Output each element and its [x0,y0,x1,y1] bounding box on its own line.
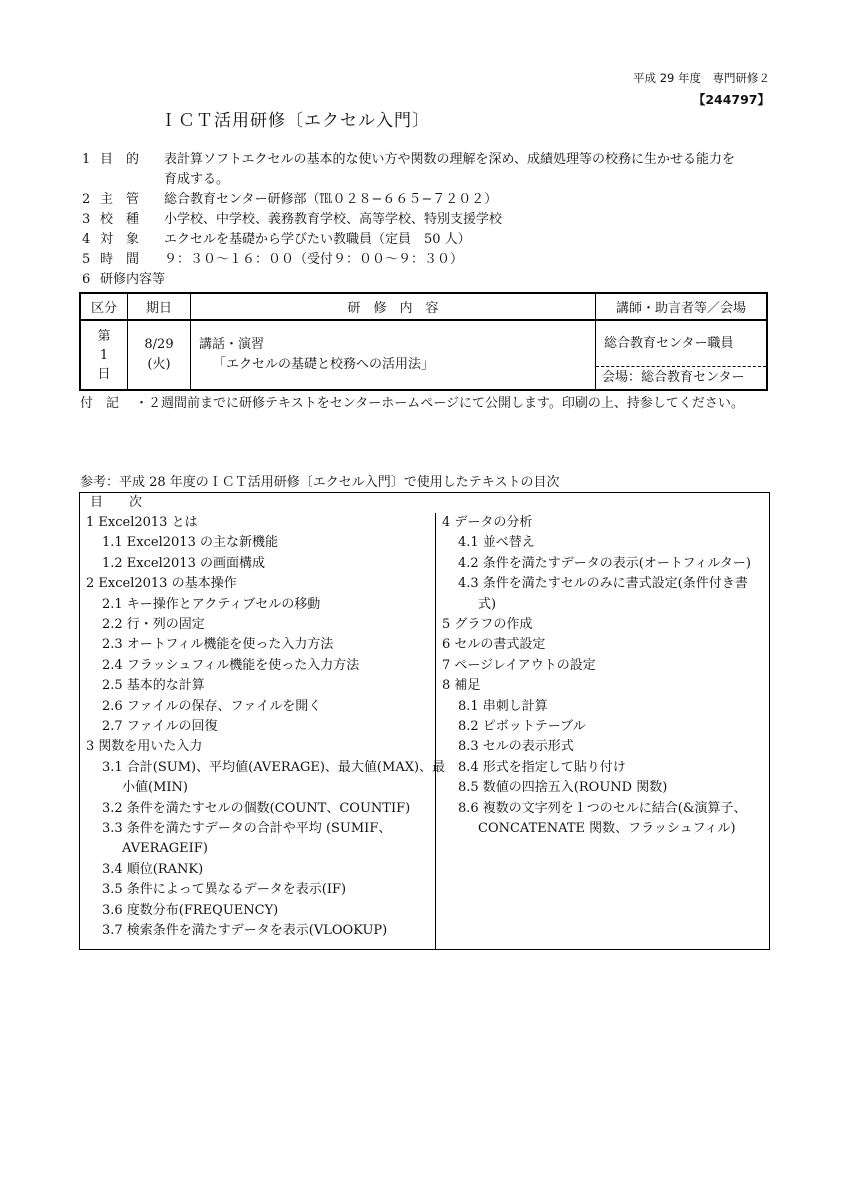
header-meta: 平成 29 年度 専門研修２ [633,71,770,85]
item-time: 5 時 間 ９：３０〜１６：００（受付９：００〜９：３０） [82,252,464,267]
toc-left-entry: 2 Excel2013 の基本操作 [86,576,237,592]
schedule-header-row [80,293,767,320]
toc-left-entry: 1.1 Excel2013 の主な新機能 [102,535,278,551]
toc-heading: 目 次 [90,495,143,510]
toc-left-entry: 2.2 行・列の固定 [102,617,205,632]
item-school-types: 3 校 種 小学校、中学校、義務教育学校、高等学校、特別支援学校 [82,212,503,227]
reference-caption: 参考：平成 28 年度のＩＣＴ活用研修〔エクセル入門〕で使用したテキストの目次 [80,475,560,490]
toc-left-entry: 2.5 基本的な計算 [102,678,205,694]
page-title: ＩＣＴ活用研修〔エクセル入門〕 [160,111,430,131]
row-lecturer-cell [596,320,768,390]
toc-right-entry: 8.1 串刺し計算 [458,698,548,714]
header-lecturer: 講師・助言者等／会場 [596,293,768,320]
row-venue: 会場：総合教育センター [602,370,745,385]
header-content: 研 修 内 容 [191,293,596,320]
toc-left-entry: 3.3 条件を満たすデータの合計や平均 (SUMIF、 [102,821,392,836]
toc-right-entry: 8 補足 [442,678,481,694]
row-kubun: 第 1 日 [80,320,128,390]
toc-left-entry: 2.7 ファイルの回復 [102,719,218,734]
header-kubun: 区分 [80,293,128,320]
toc-left-entry: 2.3 オートフィル機能を使った入力方法 [102,637,334,653]
header-date: 期日 [128,293,191,320]
toc-left-entry: 2.1 キー操作とアクティブセルの移動 [102,596,321,612]
row-date: 8/29 (火) [128,320,191,390]
toc-left-entry: 2.4 フラッシュフィル機能を使った入力方法 [102,657,360,673]
item-organizer: 2 主 管 総合教育センター研修部（℡０２８−６６５−７２０２） [82,192,498,207]
toc-right-entry: 4.1 並べ替え [458,535,535,551]
course-code: 【244797】 [692,92,770,107]
toc-right-entry: 式) [478,596,497,612]
toc-left-entry: 3.1 合計(SUM)、平均値(AVERAGE)、最大値(MAX)、最 [102,759,446,775]
toc-right-entry: 5 グラフの作成 [442,617,533,632]
schedule-row [80,320,767,390]
toc-left-entry: 小値(MIN) [122,780,188,796]
item-contents: 6 研修内容等 [82,272,166,287]
toc-right-entry: 8.3 セルの表示形式 [458,739,574,755]
toc-right-entry: 6 セルの書式設定 [442,637,546,653]
toc-left-entry: 3.7 検索条件を満たすデータを表示(VLOOKUP) [102,923,388,938]
toc-left-entry: AVERAGEIF) [122,841,208,857]
toc-right-entry: 8.5 数値の四捨五入(ROUND 関数) [458,780,668,796]
toc-left-entry: 3.6 度数分布(FREQUENCY) [102,902,279,918]
toc-left-entry: 1 Excel2013 とは [86,515,198,530]
schedule-table [79,292,768,391]
toc-right-entry: 4.2 条件を満たすデータの表示(オートフィルター) [458,555,752,571]
row-lecturer: 総合教育センター職員 [596,321,766,367]
toc-right-entry: 7 ページレイアウトの設定 [442,657,596,673]
toc-right-entry: CONCATENATE 関数、フラッシュフィル) [478,821,736,836]
item-target: 4 対 象 エクセルを基礎から学びたい教職員（定員 50 人） [82,232,471,247]
row-content: 講話・演習 「エクセルの基礎と校務への活用法」 [191,320,596,390]
item-purpose-cont: 育成する。 [164,172,230,187]
toc-left-entry: 3.4 順位(RANK) [102,861,204,877]
toc-right-entry: 8.2 ピボットテーブル [458,719,586,734]
toc-right-entry: 4.3 条件を満たすセルのみに書式設定(条件付き書 [458,576,748,592]
toc-right-entry: 4 データの分析 [442,515,533,530]
item-purpose: 1 目 的 表計算ソフトエクセルの基本的な使い方や関数の理解を深め、成績処理等の校務に生かせる能力を [82,152,735,167]
toc-right-entry: 8.4 形式を指定して貼り付け [458,759,626,775]
toc-box [79,492,770,950]
toc-right-entry: 8.6 複数の文字列を１つのセルに結合(&演算子、 [458,800,747,816]
toc-left-entry: 3.5 条件によって異なるデータを表示(IF) [102,882,347,898]
note: 付 記 ・２週間前までに研修テキストをセンターホームページにて公開します。印刷の上、持参してください。 [80,396,744,411]
toc-left-entry: 2.6 ファイルの保存、ファイルを開く [102,698,322,714]
toc-left-entry: 3 関数を用いた入力 [86,739,203,755]
toc-left-entry: 3.2 条件を満たすセルの個数(COUNT、COUNTIF) [102,800,411,816]
toc-divider [435,513,436,949]
toc-left-entry: 1.2 Excel2013 の画面構成 [102,555,265,571]
